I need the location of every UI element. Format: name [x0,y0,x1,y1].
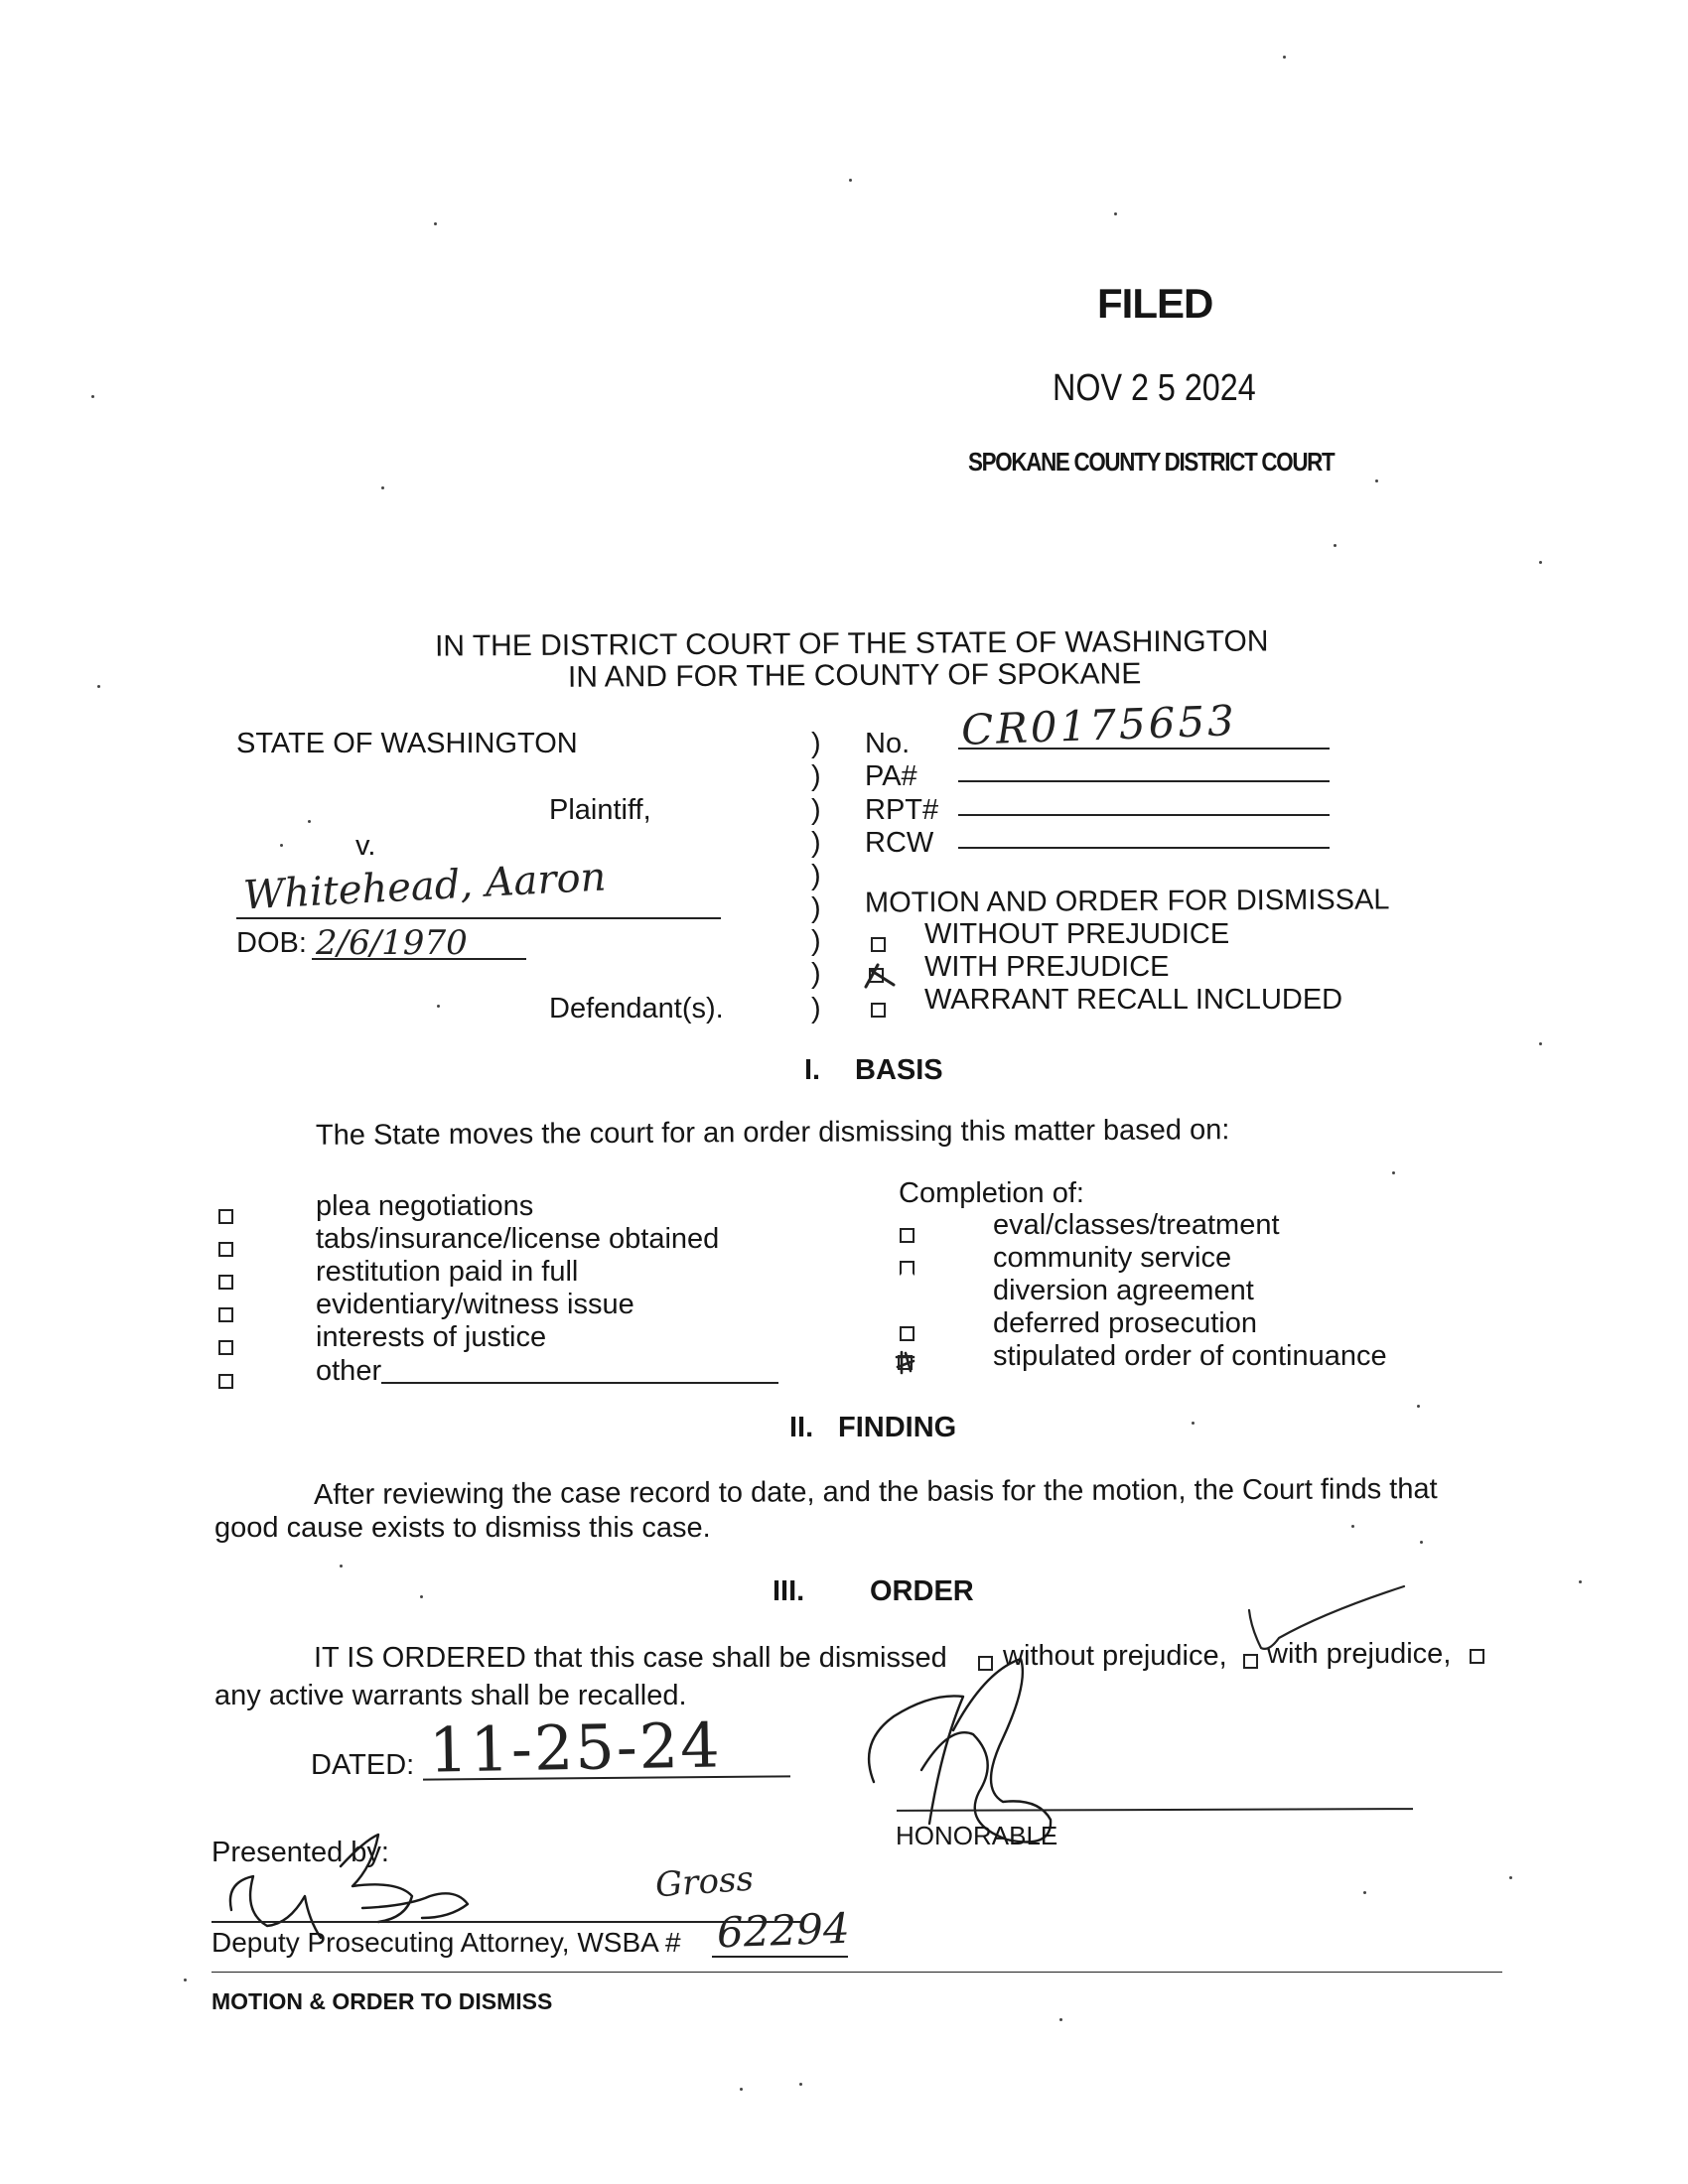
defendant-label: Defendant(s). [549,993,724,1024]
order-heading: ORDER [870,1575,974,1607]
dob-label: DOB: [236,927,307,959]
rcw-line [958,847,1330,849]
evidentiary-checkbox[interactable] [218,1307,233,1322]
motion-title: MOTION AND ORDER FOR DISMISSAL [864,884,1390,919]
evidentiary-label: evidentiary/witness issue [316,1289,634,1320]
without-prejudice-label: WITHOUT PREJUDICE [924,918,1230,950]
filed-stamp-date: NOV 2 5 2024 [1053,367,1256,409]
rpt-number-label: RPT# [865,794,939,826]
deferred-prosecution-checkbox[interactable] [900,1326,914,1341]
basis-intro: The State moves the court for an order dismissing this matter based on: [315,1114,1230,1152]
order-with-prejudice-label: with prejudice, [1267,1638,1452,1670]
plea-negotiations-checkbox[interactable] [218,1209,233,1224]
rpt-number-line [958,814,1330,816]
other-checkbox[interactable] [218,1374,233,1389]
stipulated-order-checkbox-checked[interactable] [892,1347,921,1377]
rcw-label: RCW [865,827,934,859]
restitution-checkbox[interactable] [218,1275,233,1290]
diversion-agreement-label: diversion agreement [993,1275,1254,1306]
finding-heading: FINDING [838,1412,957,1443]
community-service-label: community service [993,1242,1232,1274]
wsba-number: 62294 [716,1903,851,1958]
versus-label: v. [355,830,376,862]
plaintiff-name: STATE OF WASHINGTON [236,728,578,759]
order-text-part1: IT IS ORDERED that this case shall be dismissed [314,1642,947,1674]
plea-negotiations-label: plea negotiations [316,1190,534,1222]
eval-classes-label: eval/classes/treatment [993,1209,1280,1241]
basis-heading: BASIS [855,1054,943,1086]
court-header-line2: IN AND FOR THE COUNTY OF SPOKANE [567,657,1142,694]
filed-stamp-court: SPOKANE COUNTY DISTRICT COURT [968,447,1335,477]
defendant-name: Whitehead, Aaron [242,854,608,919]
defendant-name-line [236,917,721,919]
order-without-prejudice-label: without prejudice, [1003,1640,1227,1672]
interests-of-justice-checkbox[interactable] [218,1340,233,1355]
restitution-label: restitution paid in full [316,1256,579,1288]
dob-value: 2/6/1970 [316,923,468,963]
footer-title: MOTION & ORDER TO DISMISS [211,1988,553,2014]
interests-of-justice-label: interests of justice [316,1321,547,1353]
dob-line [312,958,526,960]
presented-by-label: Presented by: [211,1837,389,1868]
eval-classes-checkbox[interactable] [900,1228,914,1243]
plaintiff-label: Plaintiff, [549,794,651,826]
prosecutor-signature-line [211,1921,800,1923]
with-prejudice-label: WITH PREJUDICE [924,951,1170,983]
warrant-recall-label: WARRANT RECALL INCLUDED [924,984,1343,1016]
finding-text-line2: good cause exists to dismiss this case. [214,1512,711,1544]
case-number-line [958,748,1330,750]
tabs-insurance-checkbox[interactable] [218,1242,233,1257]
stipulated-order-label: stipulated order of continuance [993,1340,1387,1372]
with-prejudice-checkbox-checked[interactable] [864,959,898,991]
warrant-recall-checkbox[interactable] [871,1003,886,1018]
court-header-line1: IN THE DISTRICT COURT OF THE STATE OF WASHINGTON [434,624,1269,663]
filed-stamp-title: FILED [1097,280,1213,327]
judge-signature-line [897,1808,1413,1812]
order-text-line2: any active warrants shall be recalled. [214,1680,687,1711]
wsba-line [712,1956,848,1958]
dated-value: 11-25-24 [428,1708,723,1787]
basis-section-number: I. [804,1054,821,1086]
other-label: other [316,1355,382,1387]
order-with-prejudice-check-mark [1235,1582,1414,1668]
judge-label: HONORABLE [896,1821,1058,1850]
without-prejudice-checkbox[interactable] [871,937,886,952]
order-warrant-recall-checkbox[interactable] [1470,1649,1484,1664]
attorney-label: Deputy Prosecuting Attorney, WSBA # [211,1927,681,1958]
case-number-value: CR0175653 [960,696,1238,754]
completion-label: Completion of: [899,1177,1084,1209]
order-section-number: III. [773,1575,805,1607]
pa-number-label: PA# [865,760,917,792]
finding-section-number: II. [789,1412,814,1443]
prosecutor-name-handwritten: Gross [653,1858,756,1906]
dated-label: DATED: [311,1749,415,1781]
other-line[interactable] [381,1382,778,1384]
community-service-checkbox[interactable] [900,1261,914,1276]
case-number-label: No. [865,728,911,759]
tabs-insurance-label: tabs/insurance/license obtained [316,1223,720,1255]
footer-rule [211,1972,1502,1973]
pa-number-line [958,780,1330,782]
finding-text-line1: After reviewing the case record to date, and the basis for the motion, the Court finds that [313,1473,1438,1511]
deferred-prosecution-label: deferred prosecution [993,1307,1257,1339]
